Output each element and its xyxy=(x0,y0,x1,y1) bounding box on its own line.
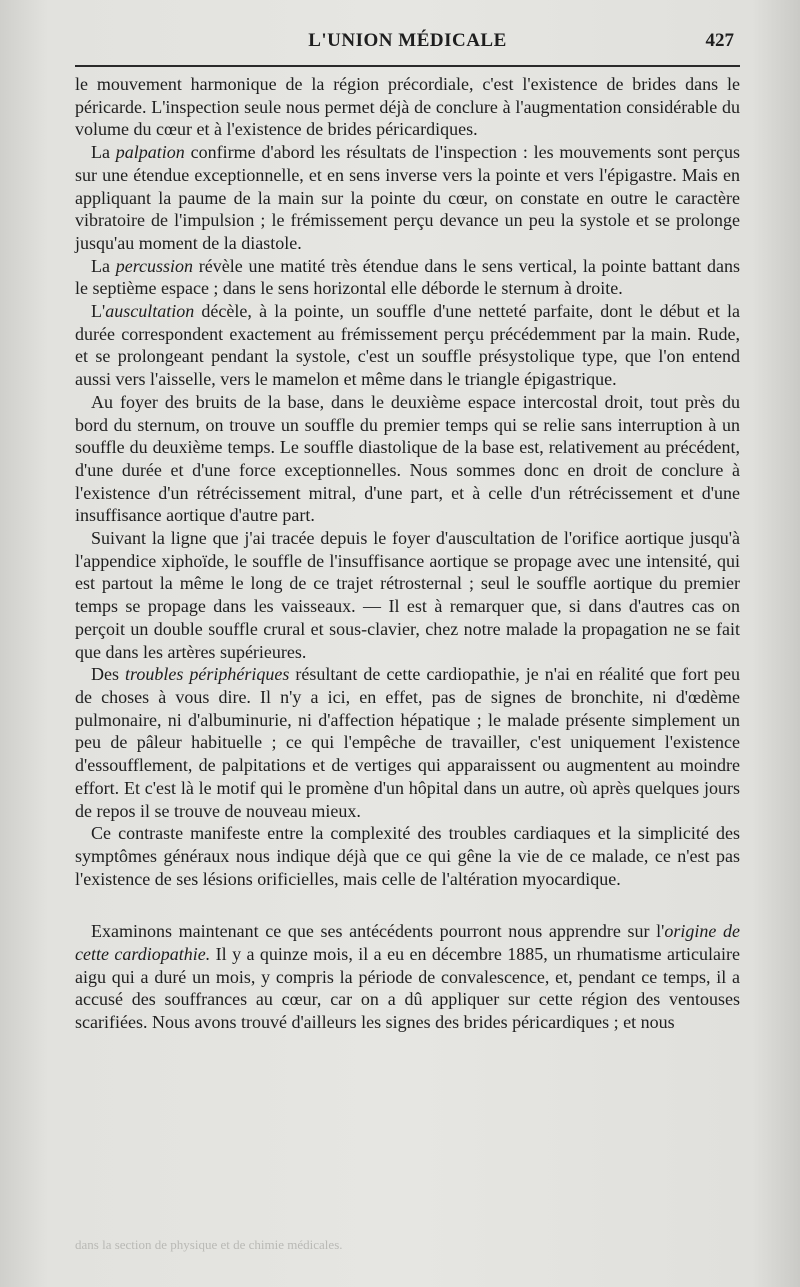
paragraph-emphasis: palpation xyxy=(115,142,185,163)
paragraph-emphasis: percussion xyxy=(115,255,194,276)
paragraph-contraste xyxy=(75,822,740,890)
paragraph-emphasis: troubles périphériques xyxy=(125,664,290,685)
paragraph-propagation xyxy=(75,527,740,663)
paragraph-text: décèle, à la pointe, un souffle d'une netteté parfaite, dont le début et la durée correspondent exactement au frémissement perçu précédemment par la main. Rude, et se prolongeant pendant la systole, c'est un souffle présystolique type, que l'on entend aussi vers l'aisselle, vers le mamelon et même dans le triangle épigastrique. xyxy=(75,301,740,390)
paragraph-palpation xyxy=(75,141,740,255)
paragraph-text: Il y a quinze mois, il a eu en décembre 1885, un rhumatisme articulaire aigu qui a duré un mois, y compris la période de convalescence, et, pendant ce temps, il a accusé des souffrances au cœur, car on a dû appliquer sur cette région des ventouses scarifiées. Nous avons trouvé d'ailleurs les signes des brides péricardiques ; et nous xyxy=(75,944,740,1033)
header-rule xyxy=(75,65,740,67)
paragraph-text: Ce contraste manifeste entre la complexité des troubles cardiaques et la simplicité des symptômes généraux nous indique déjà que ce qui gêne la vie de ce malade, ce n'est pas l'existence de ses lésions orificielles, mais celle de l'altération myocardique. xyxy=(75,823,740,889)
body-text xyxy=(75,73,740,1034)
page-number: 427 xyxy=(705,30,734,51)
page-header xyxy=(75,26,740,56)
paragraph-troubles xyxy=(75,663,740,822)
paragraph-lead: Des xyxy=(91,664,126,685)
paragraph-text: Suivant la ligne que j'ai tracée depuis le foyer d'auscultation de l'orifice aortique jusqu'à l'appendice xiphoïde, le souffle de l'insuffisance aortique se propage avec une intensité, qui est partout la même le long de ce trajet rétrosternal ; seul le souffle aortique du premier temps se propage dans les vaisseaux. — Il est à remarquer que, si dans d'autres cas on perçoit un double souffle crural et sous-clavier, chez notre malade la propagation ne se fait que dans les artères supérieures. xyxy=(75,528,740,662)
paragraph-origine xyxy=(75,920,740,1034)
paragraph-percussion xyxy=(75,255,740,300)
paragraph-lead: Examinons maintenant ce que ses antécédents pourront nous apprendre sur l' xyxy=(91,921,665,942)
running-head: L'UNION MÉDICALE xyxy=(308,30,507,51)
paragraph-base xyxy=(75,391,740,527)
paragraph-text: le mouvement harmonique de la région précordiale, c'est l'existence de brides dans le péricarde. L'inspection seule nous permet déjà de conclure à l'augmentation considérable du volume du cœur et à l'existence de brides péricardiques. xyxy=(75,74,740,140)
paragraph-auscultation xyxy=(75,300,740,391)
paragraph-emphasis: origine de cette cardiopathie. xyxy=(75,921,740,965)
paragraph-text: Au foyer des bruits de la base, dans le deuxième espace intercostal droit, tout près du bord du sternum, on trouve un souffle du premier temps qui se relie sans interruption à un souffle du deuxième temps. Le souffle diastolique de la base est, relativement au précédent, d'une durée et d'une force exceptionnelles. Nous sommes donc en droit de conclure à l'existence d'un rétrécissement mitral, d'une part, et à celle d'un rétrécissement et d'une insuffisance aortique d'autre part. xyxy=(75,391,740,526)
paragraph-1 xyxy=(75,73,740,141)
section-gap xyxy=(75,890,740,920)
paragraph-emphasis: auscultation xyxy=(105,301,195,322)
paragraph-lead: La xyxy=(91,142,116,163)
paragraph-text: résultant de cette cardiopathie, je n'ai en réalité que fort peu de choses à vous dire. Il n'y a ici, en effet, pas de signes de bronchite, ni d'œdème pulmonaire, ni d'albuminurie, ni d'affection hépatique ; le malade présente simplement un peu de pâleur habituelle ; ce qui l'empêche de travailler, c'est uniquement l'existence d'essoufflement, de palpitations et de vertiges qui apparaissent ou augmentent au moindre effort. Et c'est là le motif qui le promène d'un hôpital dans un autre, où après quelques jours de repos il se trouve de nouveau mieux. xyxy=(75,664,740,821)
bleed-through-text: dans la section de physique et de chimie médicales. xyxy=(75,1237,343,1252)
paragraph-text: révèle une matité très étendue dans le sens vertical, la pointe battant dans le septième espace ; dans le sens horizontal elle déborde le sternum à droite. xyxy=(75,255,740,299)
paragraph-lead: L' xyxy=(91,301,106,322)
paragraph-text: confirme d'abord les résultats de l'inspection : les mouvements sont perçus sur une étendue exceptionnelle, et en sens inverse vers la pointe et vers l'épigastre. Mais en appliquant la paume de la main sur la pointe du cœur, on constate en outre le caractère vibratoire de l'impulsion ; le frémissement perçu devance un peu la systole et se prolonge jusqu'au moment de la diastole. xyxy=(75,142,740,253)
paragraph-lead: La xyxy=(91,255,116,276)
